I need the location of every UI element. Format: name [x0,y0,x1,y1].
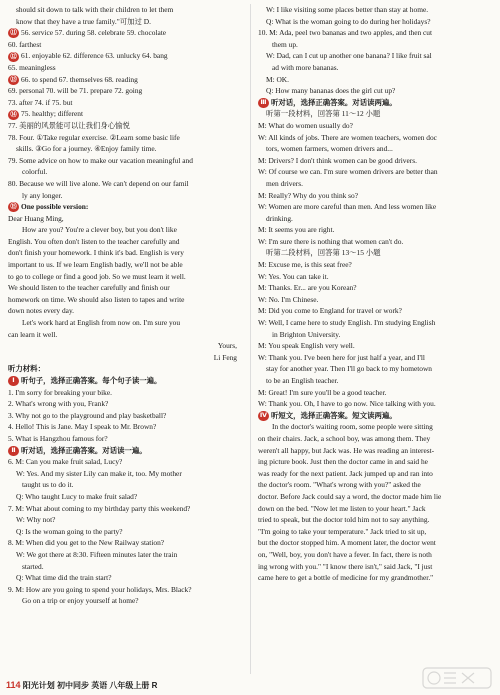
line-text: 65. meaningless [8,62,56,72]
line-text: don't finish your homework. I think it's bad. English is very [8,248,184,258]
line-text: 73. after 74. if 75. but [8,97,73,107]
text-line [8,108,243,120]
text-line [8,456,243,468]
line-text: know that they have a true family."可加过 D. [16,16,151,26]
text-line [258,108,493,120]
text-line [258,213,493,225]
line-text: English. You often don't listen to the teacher carefully and [8,236,180,246]
text-line [8,514,243,526]
text-line [258,398,493,410]
text-line [258,352,493,364]
text-line [258,120,493,132]
text-line [8,155,243,167]
line-text: doctor. Before Jack could say a word, the doctor made him lie [258,491,442,501]
line-text: 69. personal 70. will be 71. prepare 72. going [8,86,143,96]
line-text: ly any longer. [22,190,63,200]
text-line [258,514,493,526]
text-line [258,329,493,341]
text-line [258,468,493,480]
line-text: W: Well, I came here to study English. I'm studying English [258,318,436,328]
text-line [258,479,493,491]
text-line [258,190,493,202]
section-marker: Ⅲ [258,98,269,108]
line-text: M: Did you come to England for travel or work? [258,306,402,316]
line-text: taught us to do it. [22,480,74,490]
line-text: 66. to spend 67. themselves 68. reading [21,74,138,84]
section-marker: Ⅰ [8,376,19,386]
line-text: M: What do women usually do? [258,120,353,130]
text-line [8,224,243,236]
text-line [8,259,243,271]
text-line [258,236,493,248]
text-line [8,27,243,39]
line-text: stay for another year. Then I'll go back to my hometown [266,364,433,374]
text-line [258,224,493,236]
line-text: 听第一段材料，回答第 11～12 小题 [266,109,381,119]
line-text: can learn it well. [8,329,58,339]
line-text: How are you? You're a clever boy, but you don't like [22,225,177,235]
line-text: 10. M: Ada, peel two bananas and two apples, and then cut [258,28,433,38]
text-line [8,201,243,213]
text-line [8,433,243,445]
line-text: Q: What time did the train start? [16,573,112,583]
text-line [258,166,493,178]
text-line [8,468,243,480]
text-line [8,410,243,422]
text-line [258,363,493,375]
line-text: Li Feng [213,352,237,362]
text-line [258,421,493,433]
line-text: Dear Huang Ming, [8,213,64,223]
line-text: them up. [272,39,298,49]
text-line [8,16,243,28]
text-line [258,259,493,271]
line-text: M: It seems you are right. [258,225,335,235]
text-line [8,97,243,109]
line-text: W: Of course we can. I'm sure women drivers are better than [258,167,438,177]
text-line [258,433,493,445]
line-text: In the doctor's waiting room, some people were sitting [272,422,433,432]
text-line [8,50,243,62]
text-line [8,572,243,584]
line-text: weren't all happy, but Jack was. He was reading an interest- [258,445,435,455]
text-line [8,166,243,178]
line-text: M: Great! I'm sure you'll be a good teacher. [258,387,387,397]
text-line [8,491,243,503]
line-text: 78. Four. ①Take regular exercise. ②Learn some basic life [8,132,180,142]
text-line [8,120,243,132]
text-line [258,271,493,283]
text-line [258,282,493,294]
column-divider [250,4,251,674]
line-text: ing picture book. Just then the doctor came in and said he [258,457,428,467]
line-text: M: You speak English very well. [258,341,355,351]
line-text: W: All kinds of jobs. There are women teachers, women doc [258,132,437,142]
text-line [8,363,243,375]
text-line [8,62,243,74]
line-text: Go on a trip or enjoy yourself at home? [22,596,139,606]
line-text: 听对话，选择正确答案。对话读两遍。 [271,97,397,107]
text-line [258,201,493,213]
line-text: W: Yes. You can take it. [258,271,329,281]
text-line [8,340,243,352]
line-text: W: Thank you. I've been here for just half a year, and I'll [258,352,425,362]
page-number: 114 [6,680,21,690]
text-line [258,491,493,503]
right-column [258,4,493,584]
text-line [8,85,243,97]
watermark-logo-icon [422,667,492,689]
line-text: W: I like visiting some places better than stay at home. [266,5,429,14]
text-line [8,421,243,433]
text-line [258,375,493,387]
line-text: We should listen to the teacher carefully and finish our [8,283,170,293]
line-text: 60. farthest [8,39,42,49]
line-text: 听第二段材料，回答第 13～15 小题 [266,248,381,258]
line-text: M: Really? Why do you think so? [258,190,359,200]
line-text: 7. M: What about coming to my birthday party this weekend? [8,503,191,513]
text-line [8,39,243,51]
text-line [8,584,243,596]
text-line [258,85,493,97]
text-line [8,526,243,538]
line-text: Let's work hard at English from now on. I'm sure you [22,318,181,328]
text-line [258,155,493,167]
section-marker: ⑬ [8,75,19,85]
text-line [258,143,493,155]
text-line [8,74,243,86]
text-line [8,537,243,549]
text-line [258,445,493,457]
line-text: to be an English teacher. [266,376,339,385]
line-text: the doctor's room. "What's wrong with you?" asked the [258,480,421,490]
text-line [8,595,243,607]
line-text: 75. healthy; different [21,109,84,119]
line-text: 听力材料： [8,364,45,374]
text-line [8,294,243,306]
line-text: W: I'm sure there is nothing that women can't do. [258,236,404,246]
text-line [8,271,243,283]
line-text: skills. ③Go for a journey. ④Enjoy family time. [16,144,157,154]
line-text: came here to get a bottle of medicine for my grandmother." [258,573,434,583]
text-line [258,294,493,306]
line-text: W: Dad, can I cut up another one banana? I like fruit sal [266,51,432,61]
line-text: down notes every day. [8,306,75,316]
line-text: men drivers. [266,178,303,188]
line-text: should sit down to talk with their children to let them [16,5,174,14]
text-line [8,549,243,561]
line-text: W: No. I'm Chinese. [258,294,319,304]
text-line [8,329,243,341]
line-text: Q: What is the woman going to do during her holidays? [266,16,431,26]
line-text: 1. I'm sorry for breaking your bike. [8,387,112,397]
line-text: M: Thanks. Er... are you Korean? [258,283,357,293]
line-text: 8. M: When did you get to the New Railway station? [8,538,165,548]
line-text: 61. enjoyable 62. difference 63. unlucky 64. bang [21,51,168,61]
line-text: but the doctor stopped him. A moment later, the doctor went [258,538,436,548]
text-line [8,213,243,225]
line-text: W: Yes. And my sister Lily can make it, too. My mother [16,468,182,478]
line-text: 79. Some advice on how to make our vacation meaningful and [8,155,193,165]
line-text: Q: Is the woman going to the party? [16,526,123,536]
line-text: W: We got there at 8:30. Fifteen minutes later the train [16,549,178,559]
line-text: W: Thank you. Oh, I have to go now. Nice talking with you. [258,399,436,409]
book-title: 阳光计划 初中同步 英语 八年级上册 R [22,681,158,690]
text-line [8,398,243,410]
section-marker: Ⅳ [259,411,268,419]
text-line [258,317,493,329]
line-text: 77. 美丽的风景能可以让我们身心愉悦 [8,120,130,130]
text-line [258,305,493,317]
left-column [8,4,243,607]
text-line [258,39,493,51]
line-text: W: Women are more careful than men. And less women like [258,202,437,212]
line-text: 听对话，选择正确答案。对话读一遍。 [21,445,147,455]
line-text: 5. What is Hangzhou famous for? [8,433,108,443]
text-line [8,132,243,144]
text-line [8,561,243,573]
line-text: 3. Why not go to the playground and play basketball? [8,410,167,420]
section-marker: ⑫ [8,52,19,62]
line-text: 听句子，选择正确答案。每个句子读一遍。 [21,376,162,385]
line-text: homework on time. We should also listen to tapes and write [8,294,185,304]
text-line [8,247,243,259]
text-line [8,352,243,364]
text-line [8,143,243,155]
line-text: colorful. [22,167,48,177]
text-line [258,50,493,62]
text-line [258,178,493,190]
section-marker: ⑪ [8,28,19,38]
line-text: ing wrong with you." "I know there isn't," said Jack, "I just [258,561,433,571]
text-line [8,503,243,515]
line-text: important to us. If we learn English badly, we'll not be able [8,260,183,270]
text-line [258,74,493,86]
text-line [8,375,243,387]
text-line [8,4,243,16]
text-line [258,247,493,259]
text-line [8,387,243,399]
text-line [258,503,493,515]
line-text: Q: How many bananas does the girl cut up? [266,86,396,96]
text-line [258,97,493,109]
line-text: "I'm going to take your temperature." Jack tried to sit up, [258,526,427,536]
section-marker: ⑭ [8,110,19,120]
text-line [8,317,243,329]
text-line [258,340,493,352]
line-text: 80. Because we will live alone. We can't depend on our famil [8,178,189,188]
text-line [258,62,493,74]
line-text: 9. M: How are you going to spend your holidays, Mrs. Black? [8,584,192,594]
line-text: down on the bed. "Now let me listen to your heart." Jack [258,503,426,513]
text-line [258,27,493,39]
text-line [258,549,493,561]
text-line [8,445,243,457]
line-text: M: Excuse me, is this seat free? [258,260,352,270]
line-text: One possible version: [21,202,89,212]
line-text: M: Drivers? I don't think women can be good drivers. [258,155,417,165]
text-line [258,572,493,584]
line-text: M: OK. [266,74,289,84]
line-text: drinking. [266,213,293,223]
text-line [258,561,493,573]
section-marker: ⑮ [8,202,19,212]
text-line [258,526,493,538]
text-line [258,410,493,422]
text-line [8,282,243,294]
line-text: in Brighton University. [272,329,341,339]
line-text: Yours, [217,341,237,351]
line-text: 4. Hello! This is Jane. May I speak to Mr. Brown? [8,422,157,432]
text-line [8,479,243,491]
text-line [258,387,493,399]
text-line [8,236,243,248]
line-text: on, "Well, boy, you don't have a fever. In fact, there is noth [258,549,432,559]
line-text: tors, women farmers, women drivers and... [266,144,393,154]
line-text: 听短文，选择正确答案。短文读两遍。 [271,410,397,420]
page-footer [6,680,157,691]
text-line [258,537,493,549]
text-line [258,456,493,468]
line-text: 56. service 57. during 58. celebrate 59. chocolate [21,28,167,38]
line-text: tried to speak, but the doctor told him not to say anything. [258,515,430,525]
line-text: 2. What's wrong with you, Frank? [8,399,109,409]
line-text: 6. M: Can you make fruit salad, Lucy? [8,457,123,467]
line-text: started. [22,561,44,571]
line-text: was ready for the next patient. Jack jumped up and ran into [258,468,433,478]
line-text: ad with more bananas. [272,62,339,72]
text-line [8,178,243,190]
section-marker: Ⅱ [8,446,19,456]
text-line [8,190,243,202]
text-line [258,16,493,28]
line-text: Q: Who taught Lucy to make fruit salad? [16,491,138,501]
line-text: on their chairs. Jack, a school boy, was among them. They [258,433,431,443]
text-line [258,132,493,144]
text-line [258,4,493,16]
text-line [8,305,243,317]
line-text: W: Why not? [16,515,56,525]
line-text: to go to college or find a good job. So we must learn it well. [8,271,186,281]
